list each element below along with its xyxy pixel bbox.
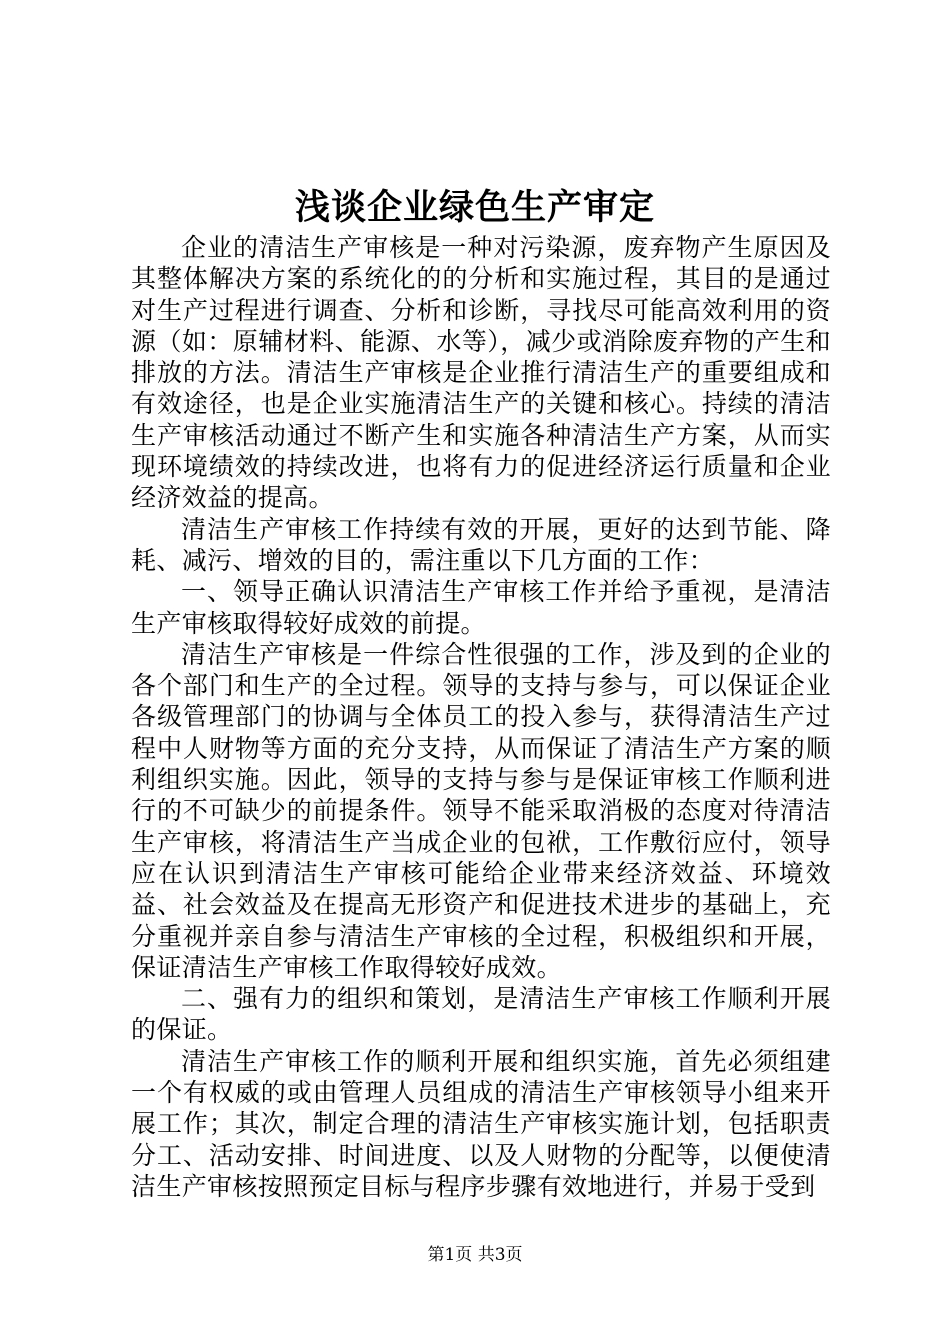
paragraph-leadership: 清洁生产审核是一件综合性很强的工作，涉及到的企业的各个部门和生产的全过程。领导的支持与参与，可以保证企业各级管理部门的协调与全体员工的投入参与，获得清洁生产过程中人财物等方面的充分支持，从而保证了清洁生产方案的顺利组织实施。因此，领导的支持与参与是保证审核工作顺利进行的不可缺少的前提条件。领导不能采取消极的态度对待清洁生产审核，将清洁生产当成企业的包袱，工作敷衍应付，领导应在认识到清洁生产审核可能给企业带来经济效益、环境效益、社会效益及在提高无形资产和促进技术进步的基础上，充分重视并亲自参与清洁生产审核的全过程，积极组织和开展，保证清洁生产审核工作取得较好成效。 <box>131 639 831 982</box>
paragraph-intro: 企业的清洁生产审核是一种对污染源，废弃物产生原因及其整体解决方案的系统化的的分析和实施过程，其目的是通过对生产过程进行调查、分析和诊断，寻找尽可能高效利用的资源（如：原辅材料、能源、水等），减少或消除废弃物的产生和排放的方法。清洁生产审核是企业推行清洁生产的重要组成和有效途径，也是企业实施清洁生产的关键和核心。持续的清洁生产审核活动通过不断产生和实施各种清洁生产方案，从而实现环境绩效的持续改进，也将有力的促进经济运行质量和企业经济效益的提高。 <box>131 233 831 513</box>
page-number-footer: 第1页 共3页 <box>427 1245 523 1265</box>
paragraph-heading-2: 二、强有力的组织和策划，是清洁生产审核工作顺利开展的保证。 <box>131 984 831 1045</box>
paragraph-heading-1: 一、领导正确认识清洁生产审核工作并给予重视，是清洁生产审核取得较好成效的前提。 <box>131 577 831 638</box>
paragraph-overview: 清洁生产审核工作持续有效的开展，更好的达到节能、降耗、减污、增效的目的，需注重以下几方面的工作： <box>131 514 831 575</box>
document-body <box>131 232 831 1202</box>
document-title: 浅谈企业绿色生产审定 <box>294 187 655 228</box>
paragraph-organization: 清洁生产审核工作的顺利开展和组织实施，首先必须组建一个有权威的或由管理人员组成的清洁生产审核领导小组来开展工作；其次，制定合理的清洁生产审核实施计划，包括职责分工、活动安排、时间进度、以及人财物的分配等，以便使清洁生产审核按照预定目标与程序步骤有效地进行，并易于受到 <box>131 1046 831 1201</box>
